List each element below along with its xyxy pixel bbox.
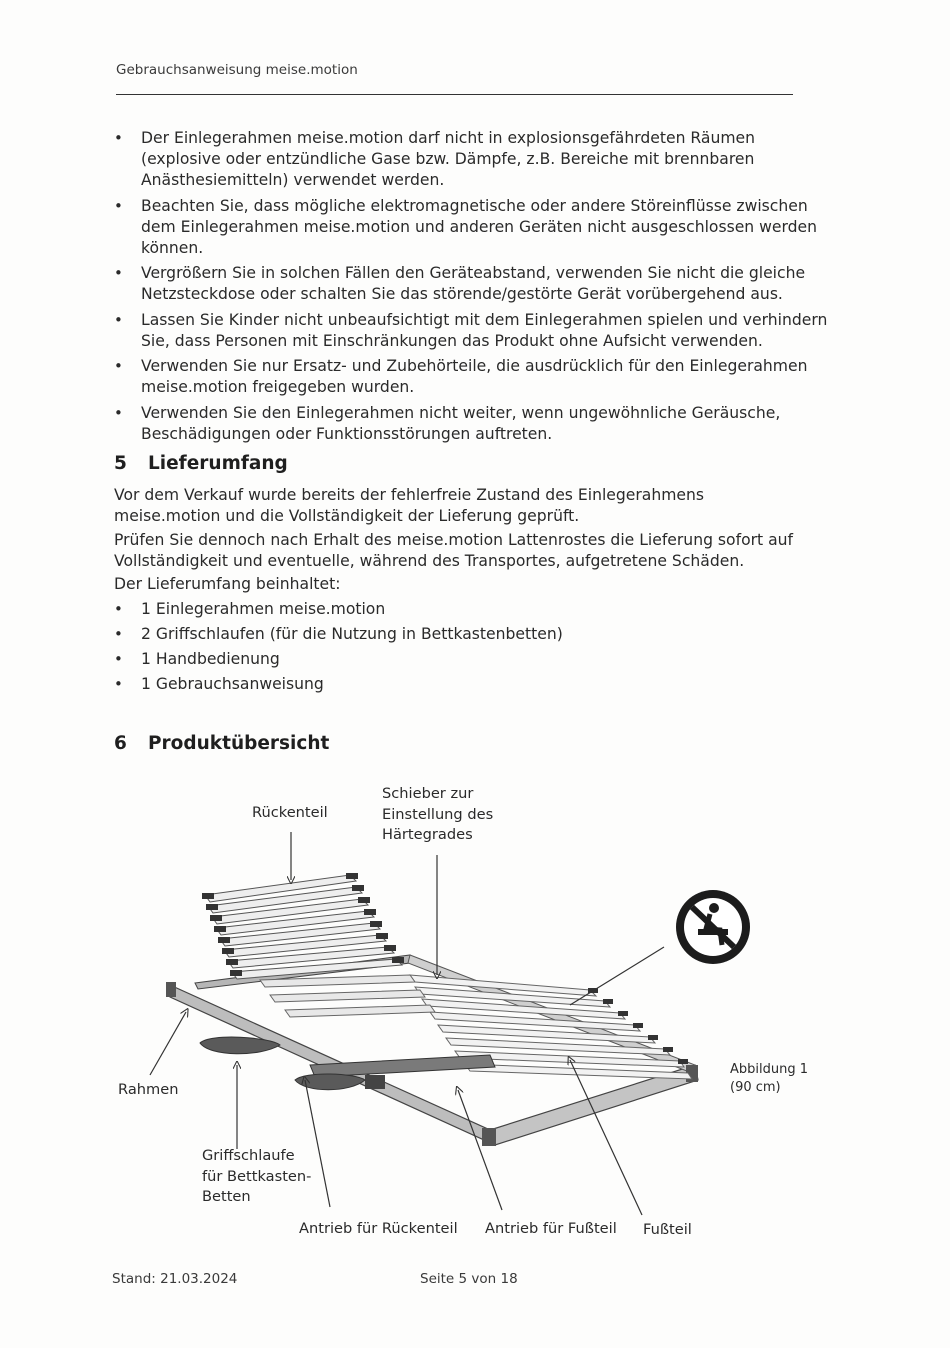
bullet-icon: • (114, 310, 123, 329)
figure-caption: Abbildung 1 (730, 1062, 809, 1077)
label-antrieb-rueckenteil: Antrieb für Rückenteil (299, 1220, 458, 1237)
bullet-icon: • (114, 600, 123, 618)
list-item: • Verwenden Sie den Einlegerahmen nicht weiter, wenn ungewöhnliche Geräusche, Beschädigungen oder Funktionsstörungen auftreten. (114, 403, 781, 443)
list-item: • Beachten Sie, dass mögliche elektromagnetische oder andere Störeinflüsse zwischen dem Einlegerahmen meise.motion und anderen Geräten nicht ausgeschlossen werden können. (114, 196, 817, 257)
paragraph: Der Lieferumfang beinhaltet: (114, 575, 341, 593)
label-rueckenteil: Rückenteil (252, 804, 328, 821)
footer-page-number: Seite 5 von 18 (420, 1271, 518, 1287)
section-heading-lieferumfang (114, 453, 288, 474)
document-header: Gebrauchsanweisung meise.motion (116, 62, 358, 78)
product-overview-figure (110, 775, 830, 1245)
bullet-icon: • (114, 129, 123, 147)
figure-size-note: (90 cm) (730, 1080, 781, 1095)
bullet-icon: • (114, 357, 123, 375)
bullet-icon: • (114, 650, 123, 668)
paragraph: Prüfen Sie dennoch nach Erhalt des meise.motion Lattenrostes die Lieferung sofort auf Vollständigkeit und eventuelle, während des Transportes, aufgetretene Schäden. (114, 531, 794, 570)
section-number: 6 (114, 733, 127, 754)
label-fussteil: Fußteil (643, 1221, 692, 1238)
section-heading-produktuebersicht (114, 733, 329, 754)
list-item: • Der Einlegerahmen meise.motion darf nicht in explosionsgefährdeten Räumen (explosive oder entzündliche Gase bzw. Dämpfe, z.B. Bereiche mit brennbaren Anästhesiemitteln) verwendet werden. (114, 129, 756, 189)
list-item: • 1 Gebrauchsanweisung (114, 675, 324, 693)
label-griffschlaufe: Griffschlaufe für Bettkasten- Betten (202, 1147, 312, 1205)
bullet-icon: • (114, 403, 123, 422)
list-item: • Verwenden Sie nur Ersatz- und Zubehörteile, die ausdrücklich für den Einlegerahmen meise.motion freigegeben wurden. (114, 357, 808, 396)
bullet-icon: • (114, 625, 123, 643)
list-item: • 1 Einlegerahmen meise.motion (114, 600, 386, 618)
slatted-bed-frame-icon (166, 873, 698, 1146)
label-rahmen: Rahmen (118, 1081, 179, 1098)
section-number: 5 (114, 453, 127, 474)
safety-bullet-list (110, 128, 830, 449)
list-item: • 2 Griffschlaufen (für die Nutzung in Bettkastenbetten) (114, 625, 563, 643)
list-item: • 1 Handbedienung (114, 650, 280, 668)
bullet-icon: • (114, 675, 123, 693)
label-schieber: Schieber zur Einstellung des Härtegrades (382, 785, 494, 843)
footer-date: Stand: 21.03.2024 (112, 1271, 238, 1287)
bullet-icon: • (114, 196, 123, 215)
list-item: • Lassen Sie Kinder nicht unbeaufsichtigt mit dem Einlegerahmen spielen und verhindern Sie, dass Personen mit Einschränkungen das Produkt ohne Aufsicht verwenden. (114, 310, 828, 350)
header-divider (116, 94, 793, 95)
no-sitting-warning-icon (676, 890, 750, 964)
list-item: • Vergrößern Sie in solchen Fällen den Geräteabstand, verwenden Sie nicht die gleiche Netzsteckdose oder schalten Sie das störende/gestörte Gerät vorübergehend aus. (114, 264, 806, 303)
section-title: Produktübersicht (148, 733, 330, 754)
section-title: Lieferumfang (148, 453, 288, 474)
delivery-items-list (110, 599, 830, 699)
label-antrieb-fussteil: Antrieb für Fußteil (485, 1220, 617, 1237)
bullet-icon: • (114, 264, 123, 282)
paragraph: Vor dem Verkauf wurde bereits der fehlerfreie Zustand des Einlegerahmens meise.motion und die Vollständigkeit der Lieferung geprüft. (114, 486, 705, 525)
